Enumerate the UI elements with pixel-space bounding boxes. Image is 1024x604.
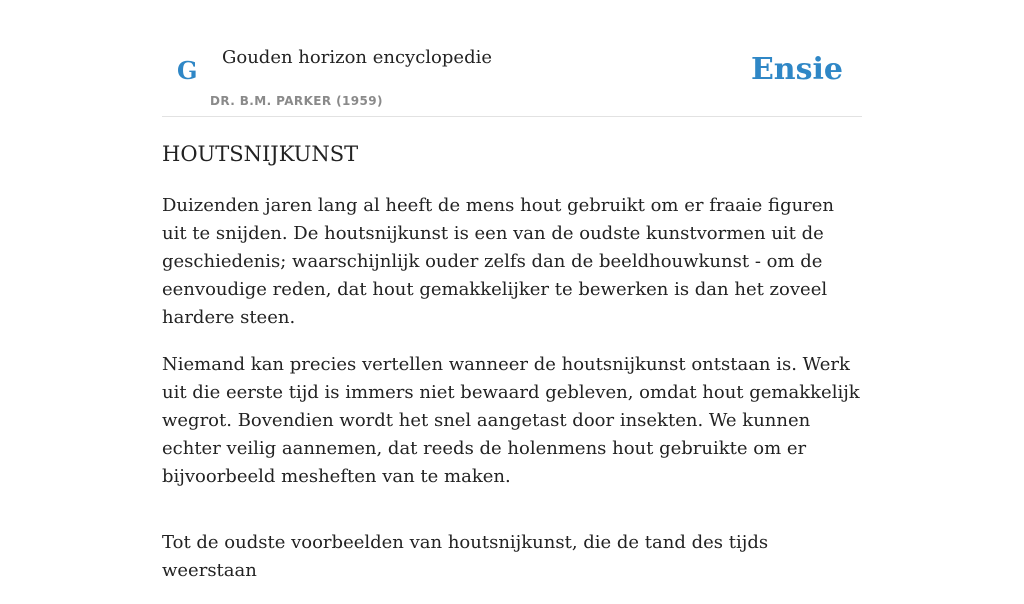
article-paragraph-3: Tot de oudste voorbeelden van houtsnijkunst, die de tand des tijds weerstaan: [162, 532, 769, 581]
article-title: HOUTSNIJKUNST: [162, 142, 359, 166]
article-body: [162, 138, 862, 604]
article-paragraph-1: Duizenden jaren lang al heeft de mens hout gebruikt om er fraaie figuren uit te snijden. De houtsnijkunst is een van de oudste kunstvormen uit de geschiedenis; waarschijnlijk ouder zelfs dan de beeldhouwkunst - om de eenvoudige reden, dat hout gemakkelijker te bewerken is dan het zoveel hardere steen.: [162, 195, 835, 328]
book-author: DR. B.M. PARKER (1959): [210, 94, 383, 108]
book-logo[interactable]: G: [177, 56, 198, 85]
article-paragraph-2: Niemand kan precies vertellen wanneer de houtsnijkunst ontstaan is. Werk uit die eerste tijd is immers niet bewaard gebleven, omdat hout gemakkelijk wegrot. Bovendien wordt het snel aangetast door insekten. We kunnen echter veilig aannemen, dat reeds de holenmens hout gebruikte om er bijvoorbeeld mesheften van te maken.: [162, 354, 860, 487]
ensie-logo-link[interactable]: Ensie: [750, 52, 843, 87]
book-header: [162, 0, 862, 117]
book-title-link[interactable]: Gouden horizon encyclopedie: [222, 47, 492, 68]
